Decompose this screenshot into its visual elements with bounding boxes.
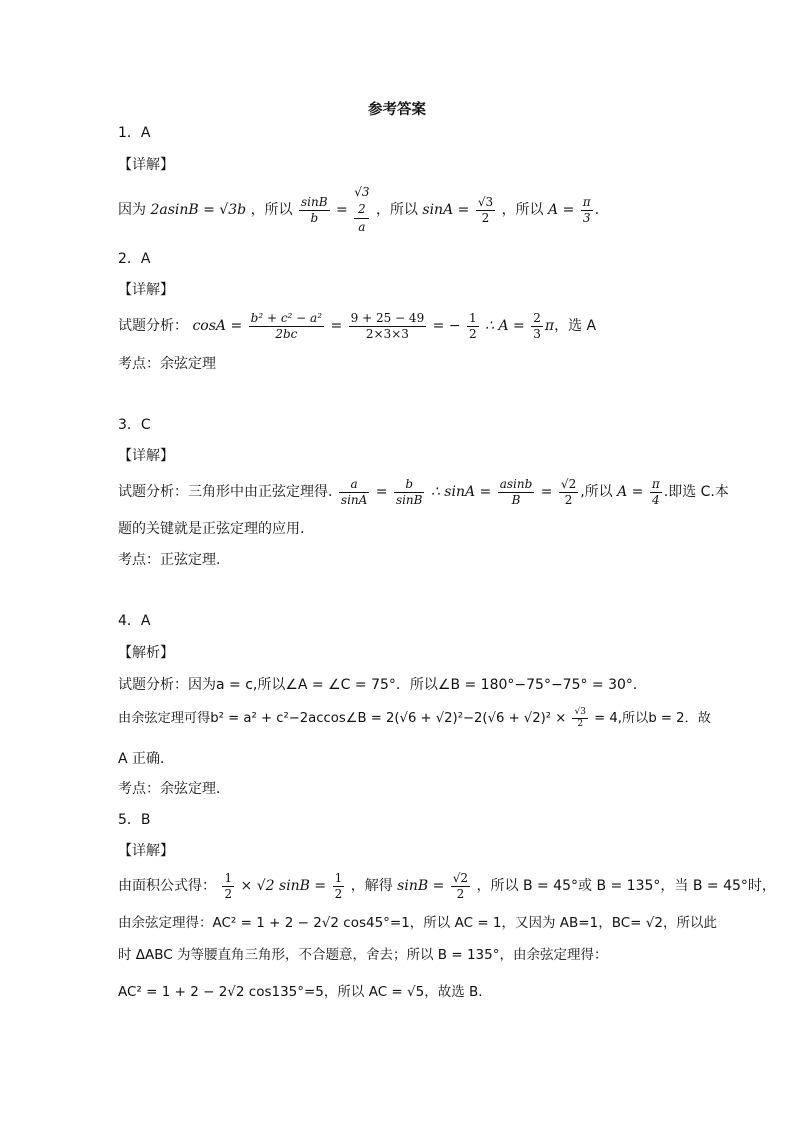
q4-tag: 【解析】 — [118, 645, 174, 661]
q5-line3: 时 ΔABC 为等腰直角三角形，不合题意，舍去；所以 B = 135°，由余弦定理得： — [118, 947, 608, 963]
q3-frac-b-sinB: $\frac{b}{\sin B}$ — [395, 476, 423, 507]
q3-heading: 3．C — [118, 417, 151, 433]
q1-heading: 1．A — [118, 125, 151, 141]
q2-heading: 2．A — [118, 251, 151, 267]
q1-frac-sinb: $\frac{\sin B}{b}$ — [301, 194, 328, 225]
q5-frac-sqrt2: $\frac{√2}{2}$ — [452, 870, 469, 901]
q3-frac-sqrt2: $\frac{√2}{2}$ — [560, 476, 577, 507]
q3-frac-pi4: $\frac{\pi}{4}$ — [651, 476, 660, 507]
q3-frac-asinb: $\frac{asinb}{B}$ — [499, 476, 533, 507]
q5-line4: AC² = 1 + 2 − 2√2 cos135°=5，所以 AC = √5，故选 B. — [118, 984, 483, 1000]
q3-line2: 题的关键就是正弦定理的应用. — [118, 521, 305, 537]
q4-frac-sqrt3: $\frac{√3}{2}$ — [574, 706, 586, 729]
q3-tag: 【详解】 — [118, 448, 174, 464]
q2-frac-nums: $\frac{9 + 25 - 49}{2\times 3\times 3}$ — [350, 310, 425, 341]
q1-eq1: 2asinB = √3b — [150, 202, 247, 218]
q2-frac-half: $\frac{1}{2}$ — [469, 310, 477, 341]
q5-line1: 由面积公式得： $\frac{1}{2}$ × √2 sinB = $\frac{1}{2}$ ，解得 sinB = $\frac{√2}{2}$ ，所以 B = 45°或 B = 135°，当 B = 45°时， — [118, 870, 776, 901]
q4-kaodian: 考点：余弦定理． — [118, 781, 230, 797]
q5-frac-half-a: $\frac{1}{2}$ — [224, 870, 233, 901]
q2-solution: 试题分析： cosA = $\frac{\text{b² + c² − a²}}{2bc}$ = $\frac{9 + 25 - 49}{2\times 3\times 3}$ = − $\frac{1}{2}$ ∴ A = $\frac{2}{3}$ π，选 A — [118, 310, 597, 341]
q1-nested-frac: √3 2 a — [354, 185, 370, 234]
q5-tag: 【详解】 — [118, 843, 174, 859]
q5-line2: 由余弦定理得：AC² = 1 + 2 − 2√2 cos45°=1，所以 AC = 1，又因为 AB=1，BC= √2，所以此 — [118, 915, 717, 931]
q2-kaodian: 考点：余弦定理 — [118, 356, 216, 372]
q3-kaodian: 考点：正弦定理. — [118, 552, 221, 568]
q2-frac-23: $\frac{2}{3}$ — [533, 310, 541, 341]
q5-frac-half-b: $\frac{1}{2}$ — [334, 870, 343, 901]
q1-solution: 因为 2asinB = √3b ，所以 $\frac{\sin B}{b}$ = √3 2 a ，所以 sinA = $\frac{√3}{2}$ ，所以 A = $\frac{\pi}{3}$ . — [118, 185, 600, 234]
q1-tag: 【详解】 — [118, 157, 174, 173]
q2-tag: 【详解】 — [118, 282, 174, 298]
q3-solution: 试题分析：三角形中由正弦定理得. $\frac{a}{\sin A}$ = $\frac{b}{\sin B}$ ∴ sinA = $\frac{asinb}{B}$ = $\frac{√2}{2}$ ,所以 A = $\frac{\pi}{4}$ .即选 C.本 — [118, 476, 729, 507]
q1-frac-pi3: $\frac{\pi}{3}$ — [582, 194, 591, 225]
q4-line3: A 正确． — [118, 751, 175, 767]
q5-heading: 5．B — [118, 812, 151, 828]
q1-frac-sqrt3: $\frac{√3}{2}$ — [477, 194, 494, 225]
q4-line1: 试题分析：因为a = c,所以∠A = ∠C = 75°．所以∠B = 180°−75°−75° = 30°． — [118, 677, 647, 693]
q4-heading: 4．A — [118, 613, 151, 629]
q2-frac-cos: $\frac{\text{b² + c² − a²}}{2bc}$ — [250, 310, 323, 341]
q4-line2: 由余弦定理可得b² = a² + c²−2accos∠B = 2(√6 + √2)²−2(√6 + √2)² × $\frac{√3}{2}$ = 4,所以b = 2．故 — [118, 706, 711, 729]
q3-frac-a-sinA: $\frac{a}{\sin A}$ — [340, 476, 368, 507]
page-title: 参考答案 — [368, 102, 426, 118]
